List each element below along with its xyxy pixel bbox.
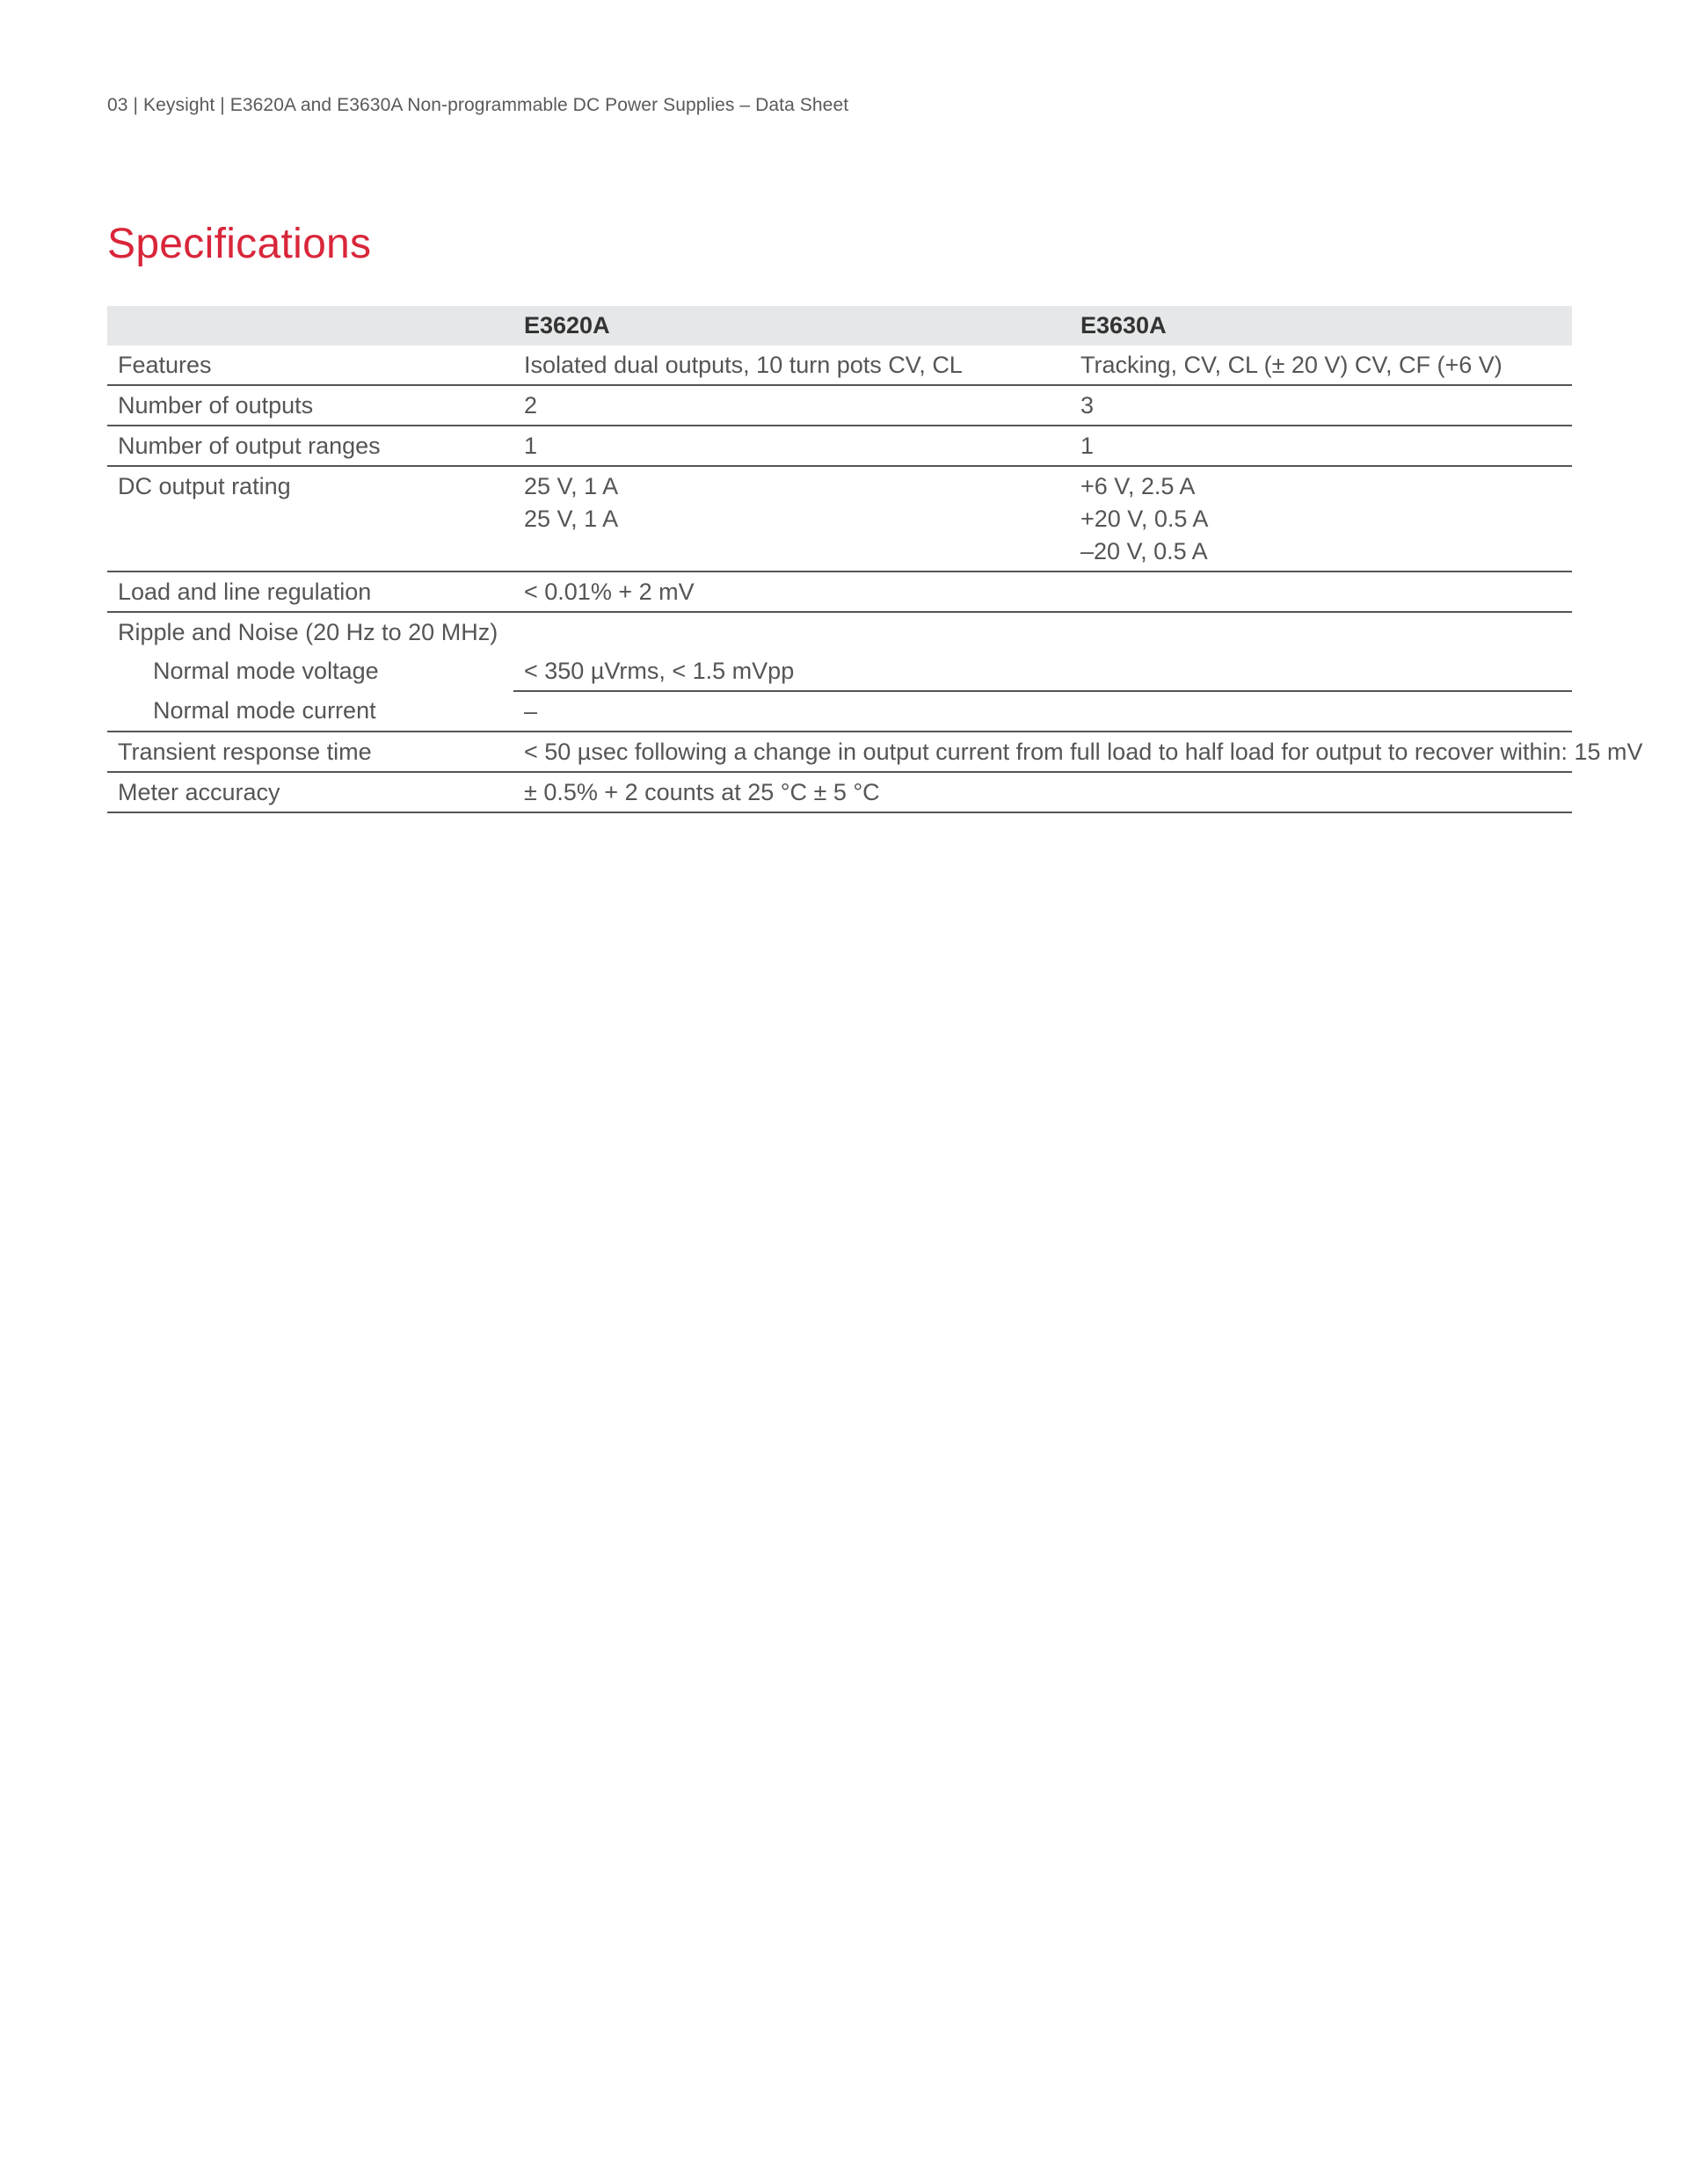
rating-line: –20 V, 0.5 A (1080, 538, 1208, 564)
cell-e3620a: 1 (513, 426, 1070, 466)
cell-shared-value: < 0.01% + 2 mV (513, 571, 1572, 612)
row-label: Features (107, 346, 513, 385)
specifications-table (107, 306, 1643, 813)
row-label: Load and line regulation (107, 571, 513, 612)
cell-e3630a: Tracking, CV, CL (± 20 V) CV, CF (+6 V) (1070, 346, 1572, 385)
rating-line: 25 V, 1 A (524, 473, 619, 499)
cell-e3630a: 1 (1070, 426, 1572, 466)
cell-shared-value: – (513, 691, 1572, 732)
cell-e3620a: Isolated dual outputs, 10 turn pots CV, CL (513, 346, 1070, 385)
row-label: Normal mode current (107, 691, 513, 732)
table-row-normal-mode-current (107, 691, 1572, 732)
rating-line: +6 V, 2.5 A (1080, 473, 1196, 499)
row-label: DC output rating (107, 466, 513, 571)
page-title: Specifications (107, 221, 372, 267)
table-row-number-of-outputs (107, 385, 1572, 426)
table-row-features (107, 346, 1572, 385)
table-row-normal-mode-voltage (107, 652, 1572, 691)
column-header-e3630a: E3630A (1070, 306, 1572, 346)
cell-e3620a (513, 466, 1070, 571)
table-row-dc-output-rating (107, 466, 1572, 571)
column-header-label (107, 306, 513, 346)
cell-shared-value: < 350 µVrms, < 1.5 mVpp (513, 652, 1572, 691)
running-header: 03 | Keysight | E3620A and E3630A Non-programmable DC Power Supplies – Data Sheet (107, 95, 849, 115)
cell-e3620a: 2 (513, 385, 1070, 426)
table-row-load-and-line-regulation (107, 571, 1572, 612)
table-row-transient-response-time (107, 732, 1572, 772)
column-header-e3620a: E3620A (513, 306, 1070, 346)
cell-e3630a: 3 (1070, 385, 1572, 426)
table-row-meter-accuracy (107, 772, 1572, 812)
rating-line: +20 V, 0.5 A (1080, 506, 1209, 532)
table-row-ripple-and-noise (107, 612, 1572, 652)
row-label: Meter accuracy (107, 772, 513, 812)
row-label: Transient response time (107, 732, 513, 772)
cell-e3630a (1070, 466, 1572, 571)
row-label: Ripple and Noise (20 Hz to 20 MHz) (118, 618, 498, 645)
table-row-number-of-output-ranges (107, 426, 1572, 466)
rating-line: 25 V, 1 A (524, 506, 619, 532)
row-label: Number of outputs (107, 385, 513, 426)
cell-empty (513, 612, 1572, 652)
cell-shared-value: < 50 µsec following a change in output current from full load to half load for output to recover within: 15 mV (513, 732, 1572, 772)
row-label: Number of output ranges (107, 426, 513, 466)
cell-shared-value: ± 0.5% + 2 counts at 25 °C ± 5 °C (513, 772, 1572, 812)
table-header-row (107, 306, 1572, 346)
row-label: Normal mode voltage (153, 658, 379, 684)
